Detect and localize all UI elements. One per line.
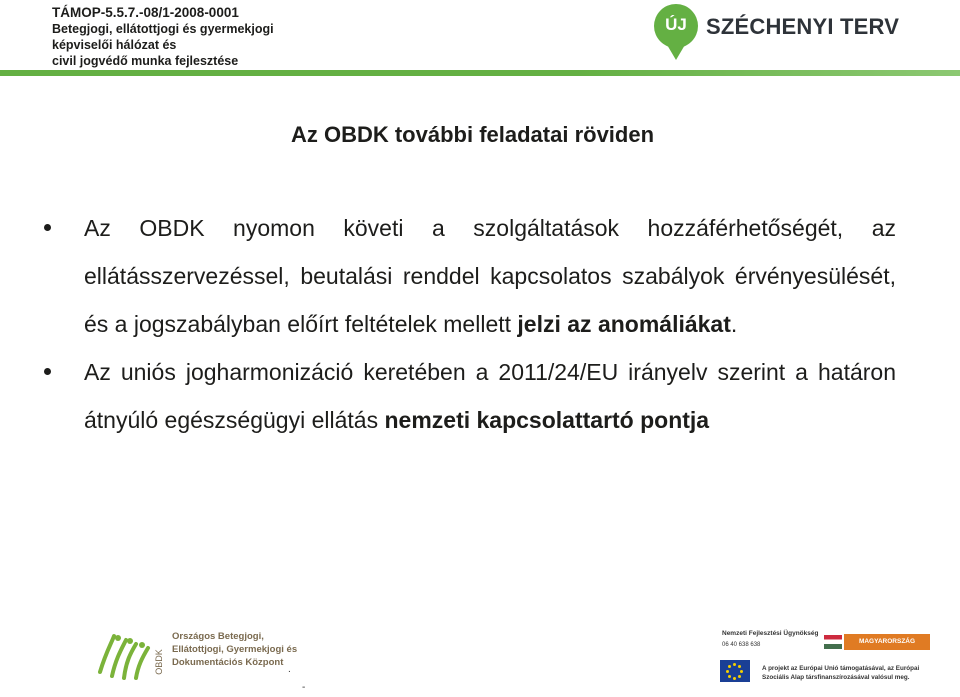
project-line: Betegjogi, ellátottjogi és gyermekjogi <box>52 22 274 36</box>
bullet-icon <box>44 368 51 375</box>
bullet-text: Az uniós jogharmonizáció keretében a 2011/24/EU irányelv szerint a határon átnyúló egészségügyi ellátás <box>84 359 896 433</box>
agency-phone: 06 40 638 638 <box>722 642 761 648</box>
eu-line: Szociális Alap társfinanszírozásával valósul meg. <box>762 674 910 681</box>
obdk-line: Ellátottjogi, Gyermekjogi és <box>172 644 298 655</box>
project-line: civil jogvédő munka fejlesztése <box>52 54 239 68</box>
obdk-mark-label: OBDK <box>154 649 164 675</box>
list-item <box>44 204 896 348</box>
hungary-flag-icon <box>824 635 842 649</box>
obdk-logo <box>96 626 316 690</box>
eu-funding-text <box>762 664 932 682</box>
stray-mark: - <box>302 682 306 693</box>
bullet-text: Az OBDK nyomon követi a szolgáltatások hozzáférhetőségét, az ellátásszervezéssel, beutalási renddel kapcsolatos szabályok érvényesülését, és a jogszabályban előírt feltételek mellett <box>84 215 896 337</box>
agency-name: Nemzeti Fejlesztési Ügynökség <box>722 630 819 637</box>
logo-badge: ÚJ <box>665 15 687 34</box>
szechenyi-terv-logo <box>650 0 900 72</box>
bullet-tail: . <box>730 311 738 337</box>
renewal-badge: MAGYARORSZÁG MEGÚJUL <box>844 634 930 650</box>
project-code: TÁMOP-5.5.7.-08/1-2008-0001 <box>52 5 239 20</box>
project-header <box>52 4 274 69</box>
project-line: képviselői hálózat és <box>52 38 177 52</box>
eu-line: A projekt az Európai Unió támogatásával, az Európai <box>762 665 920 672</box>
eu-flag-icon <box>720 660 750 682</box>
eu-funding-block <box>712 628 932 692</box>
header-divider <box>0 70 960 76</box>
obdk-line: Országos Betegjogi, <box>172 631 264 642</box>
slide-title: Az OBDK további feladatai röviden <box>290 122 655 147</box>
bullet-list <box>44 204 896 444</box>
bullet-icon <box>44 224 51 231</box>
bullet-emphasis: jelzi az anomáliákat <box>517 311 731 337</box>
obdk-name <box>172 630 297 669</box>
list-item <box>44 348 896 444</box>
logo-text: SZÉCHENYI TERV <box>706 14 900 39</box>
obdk-line: Dokumentációs Központ <box>172 657 284 668</box>
obdk-mark-icon <box>96 632 168 680</box>
bullet-emphasis: nemzeti kapcsolattartó pontja <box>384 407 710 433</box>
stray-mark: . <box>288 664 291 675</box>
map-pin-tip <box>663 38 689 60</box>
